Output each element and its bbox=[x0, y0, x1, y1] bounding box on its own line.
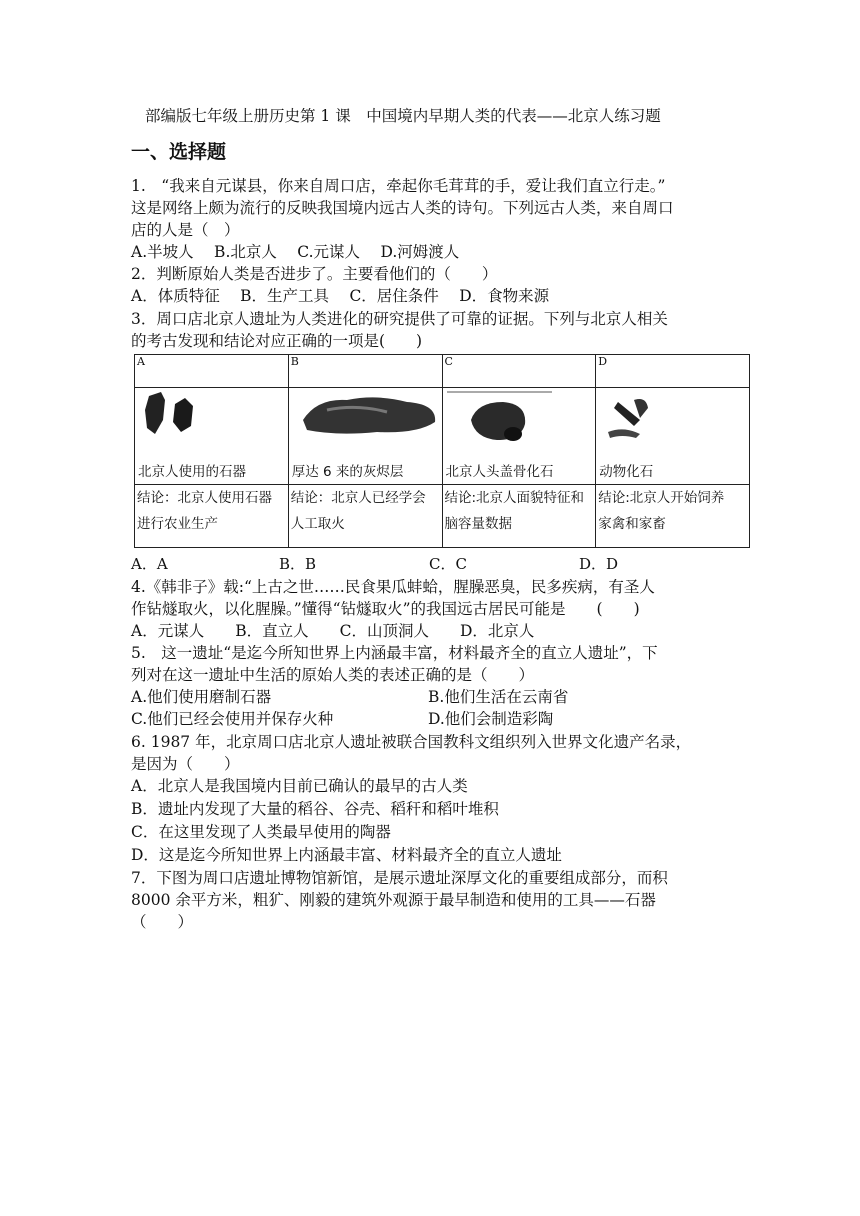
caption-animal-fossil: 动物化石 bbox=[599, 464, 654, 481]
question-3-line-1: 3．周口店北京人遗址为人类进化的研究提供了可靠的证据。下列与北京人相关 bbox=[131, 310, 668, 328]
skull-fossil-image bbox=[447, 390, 596, 450]
conclusion-b-line-2: 人工取火 bbox=[290, 516, 345, 533]
question-5-option-b: B.他们生活在云南省 bbox=[428, 688, 569, 706]
question-3-line-2: 的考古发现和结论对应正确的一项是( ) bbox=[131, 332, 423, 350]
question-1-line-2: 这是网络上颇为流行的反映我国境内远古人类的诗句。下列远古人类，来自周口 bbox=[131, 199, 674, 217]
question-5-option-a: A.他们使用磨制石器 bbox=[131, 688, 272, 706]
question-6-line-1: 6. 1987 年，北京周口店北京人遗址被联合国教科文组织列入世界文化遗产名录， bbox=[131, 733, 692, 751]
question-7-line-3: （ ） bbox=[131, 913, 194, 931]
animal-fossil-image bbox=[600, 390, 660, 450]
question-4-line-1: 4.《韩非子》载:“上古之世……民食果瓜蚌蛤，腥臊恶臭，民多疾病，有圣人 bbox=[131, 578, 655, 596]
conclusion-d-line-1: 结论:北京人开始饲养 bbox=[598, 490, 725, 507]
question-7-line-1: 7．下图为周口店遗址博物馆新馆，是展示遗址深厚文化的重要组成部分，而积 bbox=[131, 869, 668, 887]
conclusion-c-line-1: 结论:北京人面貌特征和 bbox=[444, 490, 585, 507]
conclusion-a bbox=[135, 485, 289, 548]
question-4-line-2: 作钻燧取火，以化腥臊。”懂得“钻燧取火”的我国远古居民可能是 ( ) bbox=[131, 600, 640, 618]
conclusion-d-line-2: 家禽和家畜 bbox=[598, 516, 666, 533]
question-1-line-3: 店的人是（ ） bbox=[131, 221, 240, 239]
question-4-options: A．元谋人 B．直立人 C．山顶洞人 D．北京人 bbox=[131, 622, 535, 640]
question-3-option-c: C．C bbox=[429, 555, 467, 573]
table-header-a: A bbox=[135, 355, 289, 388]
table-image-cell-d bbox=[596, 388, 750, 485]
table-image-cell-b bbox=[288, 388, 442, 485]
ash-layer-image bbox=[297, 390, 442, 440]
question-6-option-b: B．遗址内发现了大量的稻谷、谷壳、稻秆和稻叶堆积 bbox=[131, 800, 499, 818]
question-3-table bbox=[134, 354, 750, 548]
conclusion-a-line-2: 进行农业生产 bbox=[137, 516, 218, 533]
conclusion-b bbox=[288, 485, 442, 548]
conclusion-c bbox=[442, 485, 596, 548]
question-1-options: A.半坡人 B.北京人 C.元谋人 D.河姆渡人 bbox=[131, 243, 460, 261]
question-2-stem: 2．判断原始人类是否进步了。主要看他们的（ ） bbox=[131, 265, 498, 283]
conclusion-b-line-1: 结论：北京人已经学会 bbox=[290, 490, 426, 507]
question-6-option-d: D．这是迄今所知世界上内涵最丰富、材料最齐全的直立人遗址 bbox=[131, 846, 562, 864]
table-header-b: B bbox=[288, 355, 442, 388]
question-5-option-c: C.他们已经会使用并保存火种 bbox=[131, 710, 334, 728]
caption-skull-fossil: 北京人头盖骨化石 bbox=[445, 464, 554, 481]
question-6-option-a: A．北京人是我国境内目前已确认的最早的古人类 bbox=[131, 777, 468, 795]
question-5-line-1: 5. 这一遗址“是迄今所知世界上内涵最丰富，材料最齐全的直立人遗址”，下 bbox=[131, 644, 658, 662]
section-heading: 一、选择题 bbox=[131, 141, 227, 163]
stone-tools-image bbox=[139, 390, 209, 440]
table-image-cell-a bbox=[135, 388, 289, 485]
question-3-option-d: D．D bbox=[579, 555, 619, 573]
question-3-option-a: A．A bbox=[131, 555, 168, 573]
question-5-line-2: 列对在这一遗址中生活的原始人类的表述正确的是（ ） bbox=[131, 666, 535, 684]
caption-stone-tools: 北京人使用的石器 bbox=[138, 464, 246, 481]
question-6-option-c: C．在这里发现了人类最早使用的陶器 bbox=[131, 823, 391, 841]
conclusion-a-line-1: 结论：北京人使用石器 bbox=[137, 490, 272, 507]
question-3-option-b: B．B bbox=[279, 555, 317, 573]
caption-ash-layer: 厚达 6 来的灰烬层 bbox=[291, 464, 404, 481]
conclusion-d bbox=[596, 485, 750, 548]
table-image-cell-c bbox=[442, 388, 596, 485]
table-header-c: C bbox=[442, 355, 596, 388]
question-7-line-2: 8000 余平方米，粗犷、刚毅的建筑外观源于最早制造和使用的工具——石器 bbox=[131, 891, 656, 909]
question-2-options: A．体质特征 B．生产工具 C．居住条件 D．食物来源 bbox=[131, 287, 550, 305]
page-title: 部编版七年级上册历史第 1 课 中国境内早期人类的代表——北京人练习题 bbox=[145, 107, 661, 125]
question-6-line-2: 是因为（ ） bbox=[131, 755, 240, 773]
conclusion-c-line-2: 脑容量数据 bbox=[444, 516, 512, 533]
question-5-option-d: D.他们会制造彩陶 bbox=[428, 710, 554, 728]
question-1-line-1: 1. “我来自元谋县，你来自周口店，牵起你毛茸茸的手，爱让我们直立行走。” bbox=[131, 177, 666, 195]
table-header-d: D bbox=[596, 355, 750, 388]
